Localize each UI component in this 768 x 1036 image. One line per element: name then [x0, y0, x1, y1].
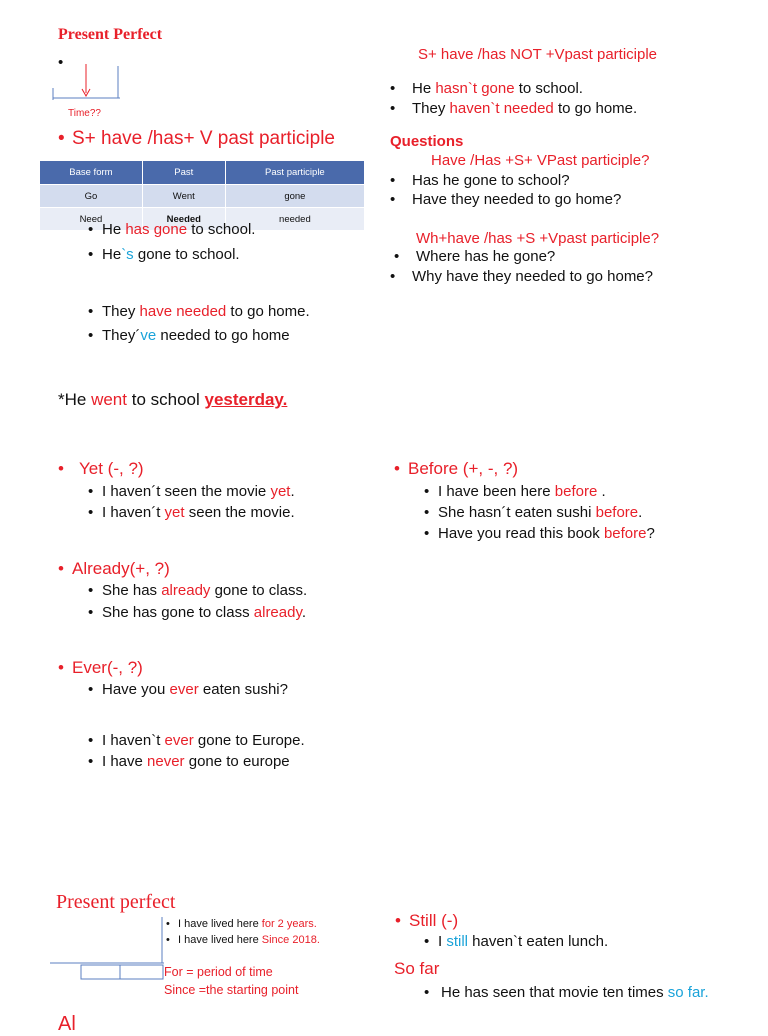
period-box [81, 965, 163, 979]
question-example-2: • Have they needed to go home? [412, 191, 621, 208]
before-example-1: • I have been here before . [438, 483, 606, 500]
table-cell: Needed [142, 208, 225, 231]
before-heading: • Before (+, -, ?) [394, 459, 519, 478]
still-heading: • Still (-) [395, 911, 459, 930]
lived-example-1: • I have lived here for 2 years. [166, 918, 317, 930]
lived-example-2: • I have lived here Since 2018. [166, 934, 320, 946]
already-heading: • Already(+, ?) [58, 559, 170, 578]
wh-example-1: • Where has he gone? [416, 248, 555, 265]
ever-heading: • Ever(-, ?) [58, 658, 143, 677]
ever-example-1: • Have you ever eaten sushi? [102, 681, 288, 698]
table-cell: Went [142, 185, 225, 208]
already-example-1: • She has already gone to class. [102, 582, 307, 599]
wh-example-2: • Why have they needed to go home? [412, 268, 653, 285]
cut-off-text: Al [58, 1013, 76, 1035]
bottom-title: Present perfect [56, 891, 176, 913]
yet-heading: • Yet (-, ?) [58, 459, 144, 478]
so-far-heading: So far [394, 959, 440, 978]
page-title: Present Perfect [58, 26, 163, 43]
empty-bullet: • [58, 54, 64, 71]
table-header: Base form [40, 161, 143, 185]
negative-formula: S+ have /has NOT +Vpast participle [418, 46, 658, 63]
example-has-gone: • He has gone to school. [102, 221, 255, 238]
table-header: Past [142, 161, 225, 185]
formula-text: S+ have /has+ V past participle [72, 128, 335, 149]
question-example-1: • Has he gone to school? [412, 172, 570, 189]
table-row [40, 185, 365, 208]
formula-affirmative: • S+ have /has+ V past participle [58, 128, 335, 149]
for-since-timeline [50, 915, 166, 983]
timeline-diagram [50, 62, 126, 104]
table-cell: Need [40, 208, 143, 231]
already-example-2: • She has gone to class already. [102, 604, 306, 621]
time-label: Time?? [68, 108, 101, 119]
still-example: • I still haven`t eaten lunch. [438, 933, 608, 950]
before-example-2: • She hasn´t eaten sushi before. [438, 504, 642, 521]
ever-example-2: • I haven`t ever gone to Europe. [102, 732, 305, 749]
wh-question-formula: Wh+have /has +S +Vpast participle? [416, 230, 660, 247]
since-definition: Since =the starting point [164, 983, 299, 997]
yet-example-1: • I haven´t seen the movie yet. [102, 483, 295, 500]
table-cell: Go [40, 185, 143, 208]
table-cell: needed [225, 208, 364, 231]
so-far-example: • He has seen that movie ten times so far. [424, 984, 709, 1001]
question-formula: Have /Has +S+ VPast participle? [431, 152, 650, 169]
table-cell: gone [225, 185, 364, 208]
yet-example-2: • I haven´t yet seen the movie. [102, 504, 295, 521]
table-header-row [40, 161, 365, 185]
example-hes-gone: • He`s gone to school. [102, 246, 240, 263]
example-have-needed: • They have needed to go home. [102, 303, 310, 320]
negative-example-2: • They haven`t needed to go home. [412, 100, 637, 117]
ever-example-3: • I have never gone to europe [102, 753, 290, 770]
table-header: Past participle [225, 161, 364, 185]
past-simple-example: *He went to school yesterday. [58, 390, 288, 409]
negative-example-1: • He hasn`t gone to school. [412, 80, 583, 97]
for-definition: For = period of time [164, 965, 273, 979]
before-example-3: • Have you read this book before? [438, 525, 655, 542]
questions-title: Questions [390, 133, 464, 150]
example-theyve-needed: • They´ve needed to go home [102, 327, 290, 344]
